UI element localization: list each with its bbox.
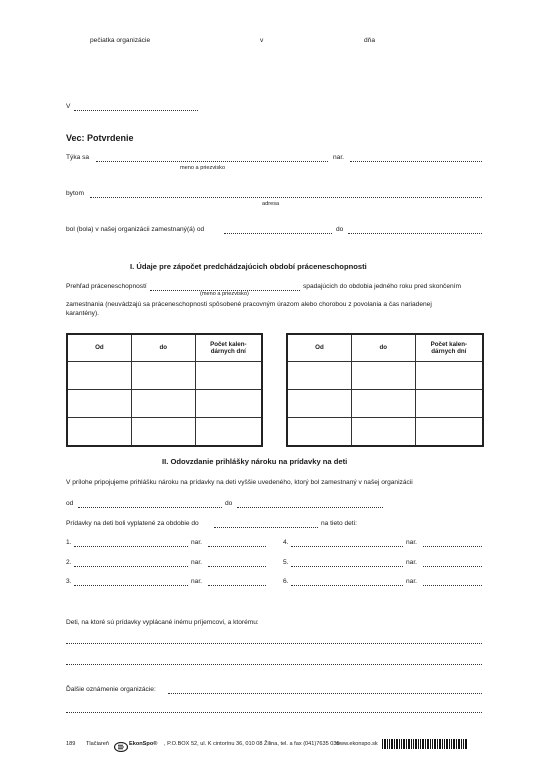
subject-title: Vec: Potvrdenie — [66, 133, 134, 143]
sick-leave-table-right — [286, 333, 484, 447]
recipient-field[interactable] — [74, 110, 198, 111]
table-cell[interactable] — [415, 390, 483, 418]
child-birth-field[interactable] — [423, 566, 482, 567]
section2-from-label: od — [66, 500, 74, 507]
in-label: v — [260, 37, 264, 44]
employment-text: bol (bola) v našej organizácii zamestnaný(á) od — [66, 226, 205, 233]
table-cell[interactable] — [131, 390, 195, 418]
employment-from-field[interactable] — [224, 233, 332, 234]
birth-label: nar. — [333, 154, 344, 161]
paid-until-field[interactable] — [214, 527, 318, 528]
child-birth-label: nar. — [406, 578, 417, 585]
birth-field[interactable] — [350, 161, 482, 162]
date-label: dňa — [364, 37, 376, 44]
child-birth-label: nar. — [406, 539, 417, 546]
concerns-label: Týka sa — [66, 154, 90, 161]
form-code: 189 — [66, 741, 76, 747]
other-recipient-line-2[interactable] — [66, 664, 482, 665]
col-from-header: Od — [67, 334, 131, 362]
section2-from-field[interactable] — [78, 507, 222, 508]
child-name-field[interactable] — [291, 585, 403, 586]
child-birth-field[interactable] — [208, 566, 266, 567]
child-number: 6. — [283, 578, 289, 585]
child-birth-label: nar. — [191, 578, 202, 585]
address-caption: adresa — [262, 201, 280, 207]
section2-title: II. Odovzdanie prihlášky nároku na prídavky na deti — [162, 457, 348, 466]
section1-line1-start: Prehľad práceneschopností — [66, 283, 147, 290]
child-number: 5. — [283, 559, 289, 566]
publisher-address: , P.O.BOX 52, ul. K cintorínu 36, 010 08 Žilina, tel. a fax (041)7635 035 — [164, 741, 340, 747]
child-birth-field[interactable] — [423, 546, 482, 547]
child-number: 4. — [283, 539, 289, 546]
table-cell[interactable] — [195, 390, 262, 418]
name-field[interactable] — [96, 161, 328, 162]
table-cell[interactable] — [415, 418, 483, 447]
table-cell[interactable] — [131, 362, 195, 390]
col-to-header: do — [131, 334, 195, 362]
table-cell[interactable] — [67, 390, 131, 418]
section2-line1: V prílohe pripojujeme prihlášku nároku na prídavky na deti vyššie uvedeného, ktorý bol zamestnaný v našej organizácii — [66, 479, 413, 486]
table-cell[interactable] — [351, 418, 415, 447]
further-notice-label: Ďalšie oznámenie organizácie: — [66, 686, 156, 693]
child-name-field[interactable] — [74, 546, 188, 547]
table-cell[interactable] — [131, 418, 195, 447]
paid-start: Prídavky na deti boli vyplatené za obdobie do — [66, 520, 199, 527]
paid-end: na tieto deti: — [321, 520, 357, 527]
child-birth-field[interactable] — [423, 585, 482, 586]
table-cell[interactable] — [67, 362, 131, 390]
section1-name-caption: (meno a priezvisko) — [200, 291, 249, 297]
child-birth-label: nar. — [191, 539, 202, 546]
table-cell[interactable] — [351, 390, 415, 418]
child-name-field[interactable] — [291, 546, 403, 547]
child-birth-label: nar. — [406, 559, 417, 566]
sick-leave-table-left — [66, 333, 263, 447]
address-field[interactable] — [90, 197, 482, 198]
child-number: 3. — [66, 578, 72, 585]
col-days-header: Počet kalen- dárnych dní — [195, 334, 262, 362]
table-cell[interactable] — [67, 418, 131, 447]
ekonspo-logo-icon — [114, 739, 128, 749]
table-cell[interactable] — [287, 390, 351, 418]
barcode-icon — [382, 739, 486, 749]
section1-line2: zamestnania (neuvádzajú sa práceneschopnosti spôsobené pracovným úrazom alebo chorobou z povolania a čas nariadenej — [66, 301, 432, 308]
section1-title: I. Údaje pre zápočet predchádzajúcich období práceneschopnosti — [130, 262, 367, 271]
section2-to-label: do — [225, 500, 233, 507]
table-cell[interactable] — [287, 418, 351, 447]
employment-to-field[interactable] — [348, 233, 482, 234]
employment-to-label: do — [336, 226, 344, 233]
further-notice-line-2[interactable] — [66, 712, 482, 713]
recipient-prefix: V — [66, 103, 71, 110]
col-from-header: Od — [287, 334, 351, 362]
further-notice-line-1[interactable] — [168, 693, 482, 694]
child-name-field[interactable] — [74, 585, 188, 586]
table-cell[interactable] — [195, 418, 262, 447]
col-to-header: do — [351, 334, 415, 362]
section2-to-field[interactable] — [237, 507, 383, 508]
section1-line1-end: spadajúcich do obdobia jedného roku pred skončením — [303, 283, 461, 290]
table-cell[interactable] — [195, 362, 262, 390]
name-caption: meno a priezvisko — [180, 165, 226, 171]
child-name-field[interactable] — [74, 566, 188, 567]
child-birth-label: nar. — [191, 559, 202, 566]
child-birth-field[interactable] — [208, 546, 266, 547]
table-cell[interactable] — [415, 362, 483, 390]
col-days-header: Počet kalen- dárnych dní — [415, 334, 483, 362]
brand-name: EkonSpo® — [129, 741, 158, 747]
child-name-field[interactable] — [291, 566, 403, 567]
child-number: 1. — [66, 539, 72, 546]
seal-label: pečiatka organizácie — [90, 37, 151, 44]
other-recipient-label: Deti, na ktoré sú prídavky vyplácané inému príjemcovi, a ktorému: — [66, 619, 259, 626]
residence-label: bytom — [66, 190, 84, 197]
publisher-website: www.ekonspo.sk — [336, 741, 378, 747]
other-recipient-line-1[interactable] — [66, 643, 482, 644]
child-birth-field[interactable] — [208, 585, 266, 586]
table-cell[interactable] — [287, 362, 351, 390]
printer-label: Tlačiareň — [86, 741, 110, 747]
child-number: 2. — [66, 559, 72, 566]
table-cell[interactable] — [351, 362, 415, 390]
section1-line3: karantény). — [66, 310, 99, 317]
